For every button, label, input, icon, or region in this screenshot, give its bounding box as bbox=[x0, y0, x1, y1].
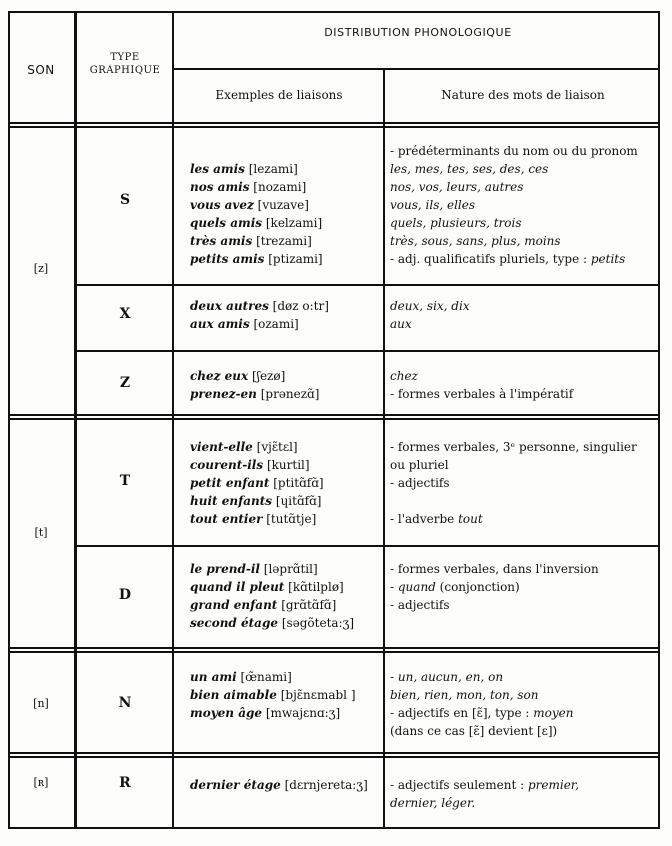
letter-s: S bbox=[119, 192, 131, 208]
nature-text: (dans ce cas [ɛ̃] devient [ɛ]) bbox=[390, 724, 558, 738]
example-phonetic: [mwajɛnɑ:ʒ] bbox=[265, 706, 341, 720]
letter-d: D bbox=[118, 587, 132, 603]
nature-line bbox=[390, 250, 658, 268]
nature-text: les, mes, tes, ses, des, ces bbox=[390, 162, 549, 176]
column-divider-nature bbox=[383, 68, 385, 829]
nature-line bbox=[390, 297, 658, 315]
nature-text: deux, six, dix bbox=[390, 299, 470, 313]
example-phonetic: [œ̃nami] bbox=[240, 670, 292, 684]
nature-line bbox=[390, 704, 658, 722]
examples-d bbox=[190, 560, 380, 632]
nature-n bbox=[390, 668, 658, 740]
letter-x: X bbox=[119, 306, 131, 322]
nature-line bbox=[390, 456, 658, 474]
example-line bbox=[190, 686, 380, 704]
nature-text: - un, aucun, en, on bbox=[390, 670, 504, 684]
example-word: les amis bbox=[190, 162, 245, 176]
nature-t bbox=[390, 438, 658, 528]
nature-line bbox=[390, 560, 658, 578]
example-line bbox=[190, 232, 380, 250]
example-word: tout entier bbox=[190, 512, 263, 526]
nature-line bbox=[390, 722, 658, 740]
examples-t bbox=[190, 438, 380, 528]
example-word: très amis bbox=[190, 234, 253, 248]
nature-text: - bbox=[390, 580, 398, 594]
nature-text: - formes verbales, 3ᵉ personne, singulier bbox=[390, 440, 637, 454]
nature-after: (conjonction) bbox=[435, 580, 520, 594]
examples-s bbox=[190, 160, 380, 268]
example-line bbox=[190, 250, 380, 268]
nature-line bbox=[390, 160, 658, 178]
nature-text: vous, ils, elles bbox=[390, 198, 476, 212]
example-line bbox=[190, 492, 380, 510]
nature-text: chez bbox=[390, 369, 418, 383]
column-divider-son bbox=[74, 11, 77, 829]
example-phonetic: [trezami] bbox=[256, 234, 312, 248]
nature-text: dernier, léger. bbox=[390, 796, 476, 810]
nature-line bbox=[390, 596, 658, 614]
example-line bbox=[190, 578, 380, 596]
examples-x bbox=[190, 297, 380, 333]
example-phonetic: [ɥitɑ̃fɑ̃] bbox=[275, 494, 322, 508]
nature-line bbox=[390, 178, 658, 196]
example-phonetic: [grɑ̃tɑ̃fɑ̃] bbox=[281, 598, 337, 612]
example-word: vient-elle bbox=[190, 440, 253, 454]
sound-n: [n] bbox=[33, 697, 49, 710]
example-line bbox=[190, 668, 380, 686]
nature-text: quels, plusieurs, trois bbox=[390, 216, 522, 230]
nature-text: ou pluriel bbox=[390, 458, 449, 472]
example-word: quels amis bbox=[190, 216, 263, 230]
example-phonetic: [nozami] bbox=[253, 180, 307, 194]
header-type-line1: TYPE bbox=[110, 52, 140, 63]
example-phonetic: [kurtil] bbox=[266, 458, 310, 472]
example-line bbox=[190, 385, 380, 403]
example-word: un ami bbox=[190, 670, 237, 684]
example-phonetic: [tutɑ̃tje] bbox=[266, 512, 317, 526]
nature-emphasis: premier, bbox=[527, 778, 580, 792]
example-line bbox=[190, 297, 380, 315]
example-line bbox=[190, 160, 380, 178]
example-line bbox=[190, 438, 380, 456]
example-phonetic: [kelzami] bbox=[265, 216, 323, 230]
example-phonetic: [kɑ̃tilplø] bbox=[288, 580, 344, 594]
example-line bbox=[190, 178, 380, 196]
example-line bbox=[190, 560, 380, 578]
example-phonetic: [ləprɑ̃til] bbox=[263, 562, 318, 576]
nature-r bbox=[390, 776, 658, 812]
group-rule-t-n bbox=[8, 647, 660, 653]
letter-n: N bbox=[118, 695, 132, 711]
example-word: huit enfants bbox=[190, 494, 273, 508]
header-rule bbox=[8, 122, 660, 128]
group-rule-z-t bbox=[8, 414, 660, 420]
header-type-graphique bbox=[78, 51, 172, 77]
nature-text: - formes verbales à l'impératif bbox=[390, 387, 574, 401]
nature-line bbox=[390, 776, 658, 794]
header-son: SON bbox=[27, 63, 55, 77]
example-line bbox=[190, 704, 380, 722]
nature-text: - prédéterminants du nom ou du pronom bbox=[390, 144, 638, 158]
example-phonetic: [vuzave] bbox=[257, 198, 309, 212]
nature-line bbox=[390, 474, 658, 492]
example-line bbox=[190, 596, 380, 614]
example-word: nos amis bbox=[190, 180, 250, 194]
header-subdivider bbox=[172, 68, 660, 70]
nature-line bbox=[390, 142, 658, 160]
example-line bbox=[190, 196, 380, 214]
examples-z bbox=[190, 367, 380, 403]
nature-line bbox=[390, 686, 658, 704]
sound-r: [ʀ] bbox=[33, 776, 49, 789]
nature-line bbox=[390, 315, 658, 333]
example-word: bien aimable bbox=[190, 688, 277, 702]
nature-text: très, sous, sans, plus, moins bbox=[390, 234, 561, 248]
nature-text: nos, vos, leurs, autres bbox=[390, 180, 524, 194]
nature-text: - formes verbales, dans l'inversion bbox=[390, 562, 599, 576]
nature-text: - adjectifs seulement : bbox=[390, 778, 528, 792]
nature-emphasis: quand bbox=[397, 580, 436, 594]
header-exemples: Exemples de liaisons bbox=[215, 88, 343, 102]
nature-z bbox=[390, 367, 658, 403]
column-divider-type bbox=[172, 11, 174, 829]
nature-text: - adjectifs bbox=[390, 476, 450, 490]
example-word: le prend-il bbox=[190, 562, 260, 576]
example-word: dernier étage bbox=[190, 778, 281, 792]
example-word: courent-ils bbox=[190, 458, 264, 472]
example-phonetic: [ʃezø] bbox=[252, 369, 286, 383]
letter-z: Z bbox=[119, 375, 131, 391]
sound-t: [t] bbox=[34, 526, 48, 539]
example-line bbox=[190, 614, 380, 632]
letter-t: T bbox=[119, 473, 131, 489]
nature-emphasis: petits bbox=[590, 252, 626, 266]
example-line bbox=[190, 214, 380, 232]
example-phonetic: [lezami] bbox=[248, 162, 298, 176]
nature-line bbox=[390, 438, 658, 456]
example-line bbox=[190, 456, 380, 474]
nature-text: - adj. qualificatifs pluriels, type : bbox=[390, 252, 591, 266]
example-line bbox=[190, 315, 380, 333]
header-type-line2: GRAPHIQUE bbox=[89, 65, 161, 76]
example-word: quand il pleut bbox=[190, 580, 285, 594]
example-word: aux amis bbox=[190, 317, 250, 331]
nature-text: aux bbox=[390, 317, 412, 331]
header-nature: Nature des mots de liaison bbox=[441, 88, 605, 102]
nature-s bbox=[390, 142, 658, 268]
example-word: petit enfant bbox=[190, 476, 270, 490]
sound-z: [z] bbox=[33, 262, 49, 275]
nature-line bbox=[390, 367, 658, 385]
examples-n bbox=[190, 668, 380, 722]
row-divider-t-d bbox=[74, 545, 660, 547]
example-phonetic: [vjɛ̃tɛl] bbox=[256, 440, 298, 454]
example-word: second étage bbox=[190, 616, 278, 630]
nature-line bbox=[390, 385, 658, 403]
nature-line bbox=[390, 668, 658, 686]
nature-text: - l'adverbe bbox=[390, 512, 459, 526]
nature-line bbox=[390, 578, 658, 596]
example-phonetic: [ptizami] bbox=[268, 252, 323, 266]
example-word: moyen âge bbox=[190, 706, 263, 720]
nature-line bbox=[390, 196, 658, 214]
examples-r bbox=[190, 776, 380, 794]
nature-emphasis: tout bbox=[458, 512, 483, 526]
example-word: vous avez bbox=[190, 198, 254, 212]
row-divider-s-x bbox=[74, 284, 660, 286]
example-phonetic: [bjɛ̃nɛmabl ] bbox=[280, 688, 356, 702]
nature-x bbox=[390, 297, 658, 333]
example-phonetic: [prənezɑ̃] bbox=[260, 387, 320, 401]
nature-line bbox=[390, 232, 658, 250]
example-word: prenez-en bbox=[190, 387, 257, 401]
example-line bbox=[190, 510, 380, 528]
nature-text: bien, rien, mon, ton, son bbox=[390, 688, 539, 702]
example-phonetic: [døz o:tr] bbox=[272, 299, 329, 313]
example-word: deux autres bbox=[190, 299, 269, 313]
example-phonetic: [dɛrnjereta:ʒ] bbox=[284, 778, 368, 792]
example-word: petits amis bbox=[190, 252, 265, 266]
example-phonetic: [səgõteta:ʒ] bbox=[281, 616, 355, 630]
row-divider-x-z bbox=[74, 350, 660, 352]
nature-line bbox=[390, 794, 658, 812]
nature-text: - adjectifs en [ɛ̃], type : bbox=[390, 706, 534, 720]
nature-d bbox=[390, 560, 658, 614]
example-phonetic: [ptitɑ̃fɑ̃] bbox=[273, 476, 324, 490]
example-word: grand enfant bbox=[190, 598, 278, 612]
example-line bbox=[190, 474, 380, 492]
example-phonetic: [ozami] bbox=[253, 317, 299, 331]
example-line bbox=[190, 367, 380, 385]
nature-text: - adjectifs bbox=[390, 598, 450, 612]
nature-line bbox=[390, 492, 658, 510]
nature-emphasis: moyen bbox=[533, 706, 574, 720]
header-distribution: DISTRIBUTION PHONOLOGIQUE bbox=[324, 26, 512, 39]
nature-line bbox=[390, 214, 658, 232]
nature-line bbox=[390, 510, 658, 528]
group-rule-n-r bbox=[8, 752, 660, 758]
letter-r: R bbox=[119, 775, 131, 791]
example-word: chez eux bbox=[190, 369, 249, 383]
example-line bbox=[190, 776, 380, 794]
